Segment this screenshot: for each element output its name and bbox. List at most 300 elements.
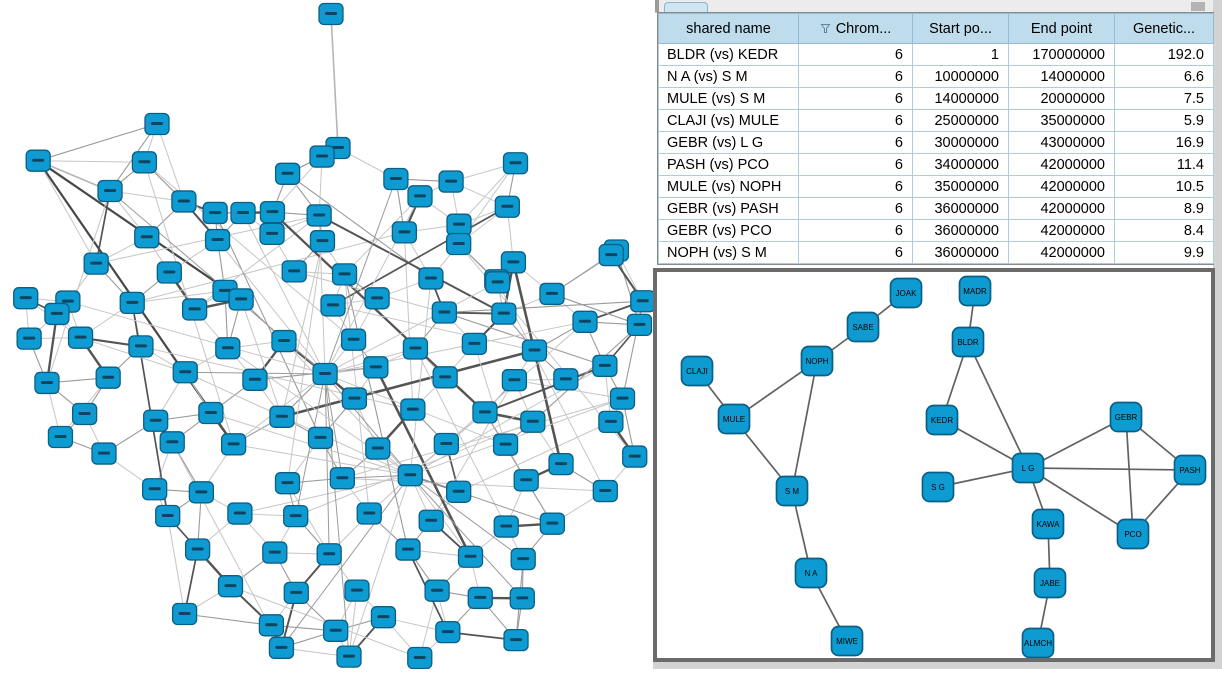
network-node[interactable] [330,468,354,489]
table-cell[interactable]: 6 [799,110,913,132]
node-label-smudge [228,442,240,445]
node-label-smudge [425,519,437,522]
node-label-smudge [266,232,278,235]
node-label-smudge [371,296,383,299]
network-node[interactable] [270,406,294,427]
network-node[interactable] [172,191,196,212]
network-node[interactable] [319,4,343,25]
network-node[interactable] [309,427,333,448]
network-node[interactable] [243,369,267,390]
subnetwork-node-l-g[interactable] [1013,454,1044,483]
subnetwork-node-noph[interactable] [802,347,833,376]
table-cell[interactable]: 42000000 [1009,176,1115,198]
node-label-smudge [90,262,102,265]
network-node[interactable] [260,223,284,244]
node-label-smudge [372,447,384,450]
node-label-smudge [265,623,277,626]
network-node[interactable] [511,549,535,570]
network-node[interactable] [260,202,284,223]
node-label-smudge [465,555,477,558]
node-label-smudge [288,269,300,272]
network-edge[interactable] [168,516,185,614]
network-node[interactable] [627,314,651,335]
table-cell[interactable]: 7.5 [1115,88,1214,110]
table-cell[interactable]: 42000000 [1009,198,1115,220]
table-cell[interactable]: 170000000 [1009,44,1115,66]
subnetwork-node-n-a[interactable] [796,559,827,588]
network-node[interactable] [183,299,207,320]
table-cell[interactable]: 10000000 [913,66,1009,88]
table-cell[interactable]: 35000000 [913,176,1009,198]
node-label-smudge [637,299,649,302]
network-node[interactable] [263,542,287,563]
network-node[interactable] [611,388,635,409]
network-node[interactable] [492,303,516,324]
network-node[interactable] [199,403,223,424]
network-node[interactable] [282,261,306,282]
table-cell[interactable]: 8.4 [1115,220,1214,242]
subnetwork-node-pco[interactable] [1118,520,1149,549]
network-node[interactable] [365,288,389,309]
table-cell[interactable]: 8.9 [1115,198,1214,220]
node-label-smudge [62,300,74,303]
node-label-smudge [339,272,351,275]
subnetwork-edge[interactable] [1126,417,1133,534]
network-node[interactable] [342,388,366,409]
network-node[interactable] [231,202,255,223]
table-cell[interactable]: 6.6 [1115,66,1214,88]
network-node[interactable] [337,646,361,667]
node-label-smudge [141,235,153,238]
network-node[interactable] [432,302,456,323]
subnetwork-edge[interactable] [968,342,1028,468]
network-node[interactable] [396,539,420,560]
network-node[interactable] [510,588,534,609]
table-cell[interactable]: 25000000 [913,110,1009,132]
node-label-smudge [276,415,288,418]
table-cell[interactable]: GEBR (vs) L G [659,132,799,154]
table-cell[interactable]: 14000000 [913,88,1009,110]
node-label-smudge [390,177,402,180]
node-label-smudge [555,462,567,465]
node-label: GEBR [1115,413,1138,422]
node-label-smudge [348,338,360,341]
network-node[interactable] [549,454,573,475]
subnetwork-node-mule[interactable] [719,405,750,434]
network-node[interactable] [345,580,369,601]
network-node[interactable] [495,196,519,217]
network-node[interactable] [364,357,388,378]
node-label: L G [1022,464,1035,473]
node-label: ALMCH [1024,639,1052,648]
network-edge[interactable] [331,14,338,148]
network-node[interactable] [439,171,463,192]
network-node[interactable] [228,503,252,524]
subnetwork-node-gebr[interactable] [1111,403,1142,432]
network-edge[interactable] [185,614,272,625]
network-node[interactable] [554,369,578,390]
network-node[interactable] [593,481,617,502]
network-node[interactable] [129,336,153,357]
node-label-smudge [336,476,348,479]
column-header-label: Start po... [929,21,992,37]
subnetwork-node-jabe[interactable] [1035,569,1066,598]
network-node[interactable] [48,426,72,447]
network-node[interactable] [403,338,427,359]
network-node[interactable] [401,399,425,420]
table-cell[interactable]: 43000000 [1009,132,1115,154]
table-cell[interactable]: 6 [799,66,913,88]
node-label: NOPH [805,357,828,366]
node-label-smudge [290,514,302,517]
table-cell[interactable]: 192.0 [1115,44,1214,66]
network-node[interactable] [96,367,120,388]
table-cell[interactable]: 42000000 [1009,220,1115,242]
node-label: MIWE [836,637,858,646]
table-cell[interactable]: PASH (vs) PCO [659,154,799,176]
node-label-smudge [404,473,416,476]
subnetwork-node-claji[interactable] [682,357,713,386]
network-node[interactable] [135,227,159,248]
network-node[interactable] [504,630,528,651]
network-node[interactable] [173,362,197,383]
node-label-smudge [23,337,35,340]
network-node[interactable] [275,473,299,494]
subnetwork-node-kawa[interactable] [1033,510,1064,539]
network-node[interactable] [17,328,41,349]
network-node[interactable] [573,311,597,332]
network-node[interactable] [84,253,108,274]
network-node[interactable] [160,432,184,453]
network-node[interactable] [98,180,122,201]
table-cell[interactable]: 6 [799,198,913,220]
node-label: BLDR [957,338,979,347]
attribute-table [658,13,1214,264]
network-node[interactable] [144,410,168,431]
node-label-smudge [166,440,178,443]
network-node[interactable] [459,546,483,567]
table-cell[interactable]: 36000000 [913,220,1009,242]
table-cell[interactable]: 6 [799,220,913,242]
network-node[interactable] [157,262,181,283]
network-node[interactable] [156,506,180,527]
network-node[interactable] [310,231,334,252]
network-node[interactable] [502,370,526,391]
column-header-1[interactable] [799,14,913,44]
network-edge[interactable] [349,475,410,656]
network-edge[interactable] [241,299,282,416]
node-label-smudge [414,194,426,197]
table-row[interactable] [659,110,1214,132]
node-label-smudge [479,410,491,413]
node-label: MULE [723,415,745,424]
node-label-smudge [126,301,138,304]
subnetwork-node-joak[interactable] [891,279,922,308]
sub-network-panel[interactable] [653,268,1215,662]
network-node[interactable] [333,264,357,285]
network-node[interactable] [522,340,546,361]
network-node[interactable] [186,539,210,560]
table-cell[interactable]: 14000000 [1009,66,1115,88]
node-label-smudge [343,655,355,658]
network-node[interactable] [366,438,390,459]
strip-ledge [655,0,659,12]
network-node[interactable] [462,333,486,354]
node-label: KAWA [1037,520,1061,529]
network-node[interactable] [504,153,528,174]
node-label-smudge [325,12,337,15]
network-node[interactable] [468,587,492,608]
table-cell[interactable]: MULE (vs) NOPH [659,176,799,198]
network-node[interactable] [14,288,38,309]
table-cell[interactable]: 6 [799,132,913,154]
node-label-smudge [20,296,32,299]
table-cell[interactable]: 6 [799,44,913,66]
subnetwork-node-almch[interactable] [1023,629,1054,658]
network-node[interactable] [419,268,443,289]
node-label-smudge [377,615,389,618]
network-node[interactable] [398,465,422,486]
network-node[interactable] [473,402,497,423]
node-label: JOAK [896,289,918,298]
network-edge[interactable] [38,161,96,264]
network-node[interactable] [419,510,443,531]
network-node[interactable] [599,245,623,266]
table-cell[interactable]: 1 [913,44,1009,66]
network-node[interactable] [521,411,545,432]
network-node[interactable] [229,289,253,310]
network-node[interactable] [433,367,457,388]
table-cell[interactable]: 6 [799,88,913,110]
node-label-smudge [323,552,335,555]
table-cell[interactable]: MULE (vs) S M [659,88,799,110]
node-label-smudge [51,312,63,315]
node-label-smudge [209,211,221,214]
network-node[interactable] [313,363,337,384]
node-label-smudge [453,242,465,245]
table-cell[interactable]: BLDR (vs) KEDR [659,44,799,66]
network-node[interactable] [447,234,471,255]
subnetwork-edge[interactable] [792,361,817,491]
node-label-smudge [179,370,191,373]
network-node[interactable] [317,544,341,565]
network-node[interactable] [408,648,432,669]
network-node[interactable] [35,372,59,393]
node-label-smudge [281,481,293,484]
table-cell[interactable]: 36000000 [913,198,1009,220]
node-label-smudge [605,420,617,423]
table-cell[interactable]: 5.9 [1115,110,1214,132]
table-cell[interactable]: 42000000 [1009,154,1115,176]
network-node[interactable] [408,186,432,207]
network-node[interactable] [120,292,144,313]
node-label-smudge [205,411,217,414]
network-node[interactable] [425,580,449,601]
node-label: CLAJI [686,367,708,376]
node-label-smudge [162,514,174,517]
network-node[interactable] [324,620,348,641]
node-label-smudge [474,596,486,599]
table-row[interactable] [659,154,1214,176]
table-cell[interactable]: GEBR (vs) PASH [659,198,799,220]
network-node[interactable] [486,272,510,293]
node-label-smudge [212,238,224,241]
node-label-smudge [237,211,249,214]
network-node[interactable] [593,355,617,376]
table-row[interactable] [659,176,1214,198]
node-label-smudge [498,312,510,315]
attribute-table-panel[interactable] [657,12,1214,265]
table-row[interactable] [659,198,1214,220]
network-node[interactable] [216,338,240,359]
table-cell[interactable]: NOPH (vs) S M [659,242,799,264]
node-label-smudge [151,122,163,125]
network-node[interactable] [514,470,538,491]
node-label-smudge [453,223,465,226]
table-cell[interactable]: 6 [799,154,913,176]
network-node[interactable] [599,411,623,432]
network-node[interactable] [143,479,167,500]
node-label-smudge [468,342,480,345]
network-node[interactable] [92,443,116,464]
table-row[interactable] [659,220,1214,242]
network-node[interactable] [371,607,395,628]
subnetwork-node-miwe[interactable] [832,627,863,656]
network-node[interactable] [272,331,296,352]
subnetwork-node-sabe[interactable] [848,313,879,342]
filter-funnel-icon[interactable] [820,23,831,34]
subnetwork-node-s-g[interactable] [923,473,954,502]
network-node[interactable] [623,446,647,467]
network-node[interactable] [276,163,300,184]
node-label-smudge [579,320,591,323]
table-cell[interactable]: 36000000 [913,242,1009,264]
network-node[interactable] [145,114,169,135]
network-node[interactable] [436,622,460,643]
network-node[interactable] [45,303,69,324]
network-node[interactable] [269,637,293,658]
subnetwork-node-madr[interactable] [960,277,991,306]
node-label-smudge [560,377,572,380]
table-cell[interactable]: 30000000 [913,132,1009,154]
table-cell[interactable]: 42000000 [1009,242,1115,264]
column-header-0[interactable] [659,14,799,44]
table-cell[interactable]: 34000000 [913,154,1009,176]
table-tab-fragment[interactable] [664,2,708,12]
network-node[interactable] [73,403,97,424]
column-header-3[interactable] [1009,14,1115,44]
network-node[interactable] [494,516,518,537]
column-header-2[interactable] [913,14,1009,44]
table-cell[interactable]: N A (vs) S M [659,66,799,88]
subnetwork-node-kedr[interactable] [927,406,958,435]
network-node[interactable] [284,506,308,527]
network-node[interactable] [357,503,381,524]
table-cell[interactable]: 9.9 [1115,242,1214,264]
node-label-smudge [75,336,87,339]
network-node[interactable] [307,205,331,226]
network-node[interactable] [434,433,458,454]
subnetwork-node-s-m[interactable] [777,477,808,506]
table-cell[interactable]: 16.9 [1115,132,1214,154]
node-label-smudge [516,596,528,599]
network-node[interactable] [203,202,227,223]
sub-network-view[interactable] [657,272,1211,658]
node-label-smudge [363,511,375,514]
table-row[interactable] [659,132,1214,154]
table-row[interactable] [659,44,1214,66]
network-node[interactable] [384,168,408,189]
network-node[interactable] [321,295,345,316]
table-cell[interactable]: 20000000 [1009,88,1115,110]
table-cell[interactable]: 10.5 [1115,176,1214,198]
subnetwork-node-pash[interactable] [1175,456,1206,485]
network-edge[interactable] [38,161,144,163]
network-node[interactable] [218,576,242,597]
table-row[interactable] [659,88,1214,110]
table-cell[interactable]: GEBR (vs) PCO [659,220,799,242]
network-node[interactable] [310,146,334,167]
strip-button[interactable] [1191,2,1205,11]
network-node[interactable] [540,513,564,534]
network-node[interactable] [447,481,471,502]
table-row[interactable] [659,242,1214,264]
node-label-smudge [398,230,410,233]
network-node[interactable] [26,150,50,171]
table-cell[interactable]: 6 [799,176,913,198]
network-node[interactable] [206,230,230,251]
table-cell[interactable]: 11.4 [1115,154,1214,176]
network-node[interactable] [631,291,655,312]
node-label-smudge [135,344,147,347]
network-node[interactable] [447,214,471,235]
node-label-smudge [150,419,162,422]
network-node[interactable] [132,152,156,173]
node-label: PASH [1179,466,1200,475]
network-node[interactable] [173,604,197,625]
node-label-smudge [527,420,539,423]
network-node[interactable] [259,615,283,636]
node-label: S G [931,483,945,492]
network-edge[interactable] [157,124,184,201]
node-label-smudge [222,346,234,349]
network-node[interactable] [284,582,308,603]
subnetwork-edge[interactable] [1028,468,1190,470]
column-header-label: Chrom... [836,21,892,37]
table-cell[interactable]: 35000000 [1009,110,1115,132]
network-node[interactable] [494,434,518,455]
network-node[interactable] [540,283,564,304]
network-node[interactable] [342,329,366,350]
column-header-4[interactable] [1115,14,1214,44]
network-edge[interactable] [410,278,431,475]
node-label-smudge [629,455,641,458]
node-label-smudge [425,276,437,279]
node-label-smudge [54,435,66,438]
subnetwork-node-bldr[interactable] [953,328,984,357]
network-node[interactable] [69,327,93,348]
network-node[interactable] [392,222,416,243]
network-node[interactable] [189,482,213,503]
table-cell[interactable]: CLAJI (vs) MULE [659,110,799,132]
network-node[interactable] [222,434,246,455]
node-label-smudge [327,303,339,306]
table-row[interactable] [659,66,1214,88]
node-label-smudge [79,412,91,415]
node-label-smudge [510,161,522,164]
table-cell[interactable]: 6 [799,242,913,264]
node-label-smudge [163,270,175,273]
